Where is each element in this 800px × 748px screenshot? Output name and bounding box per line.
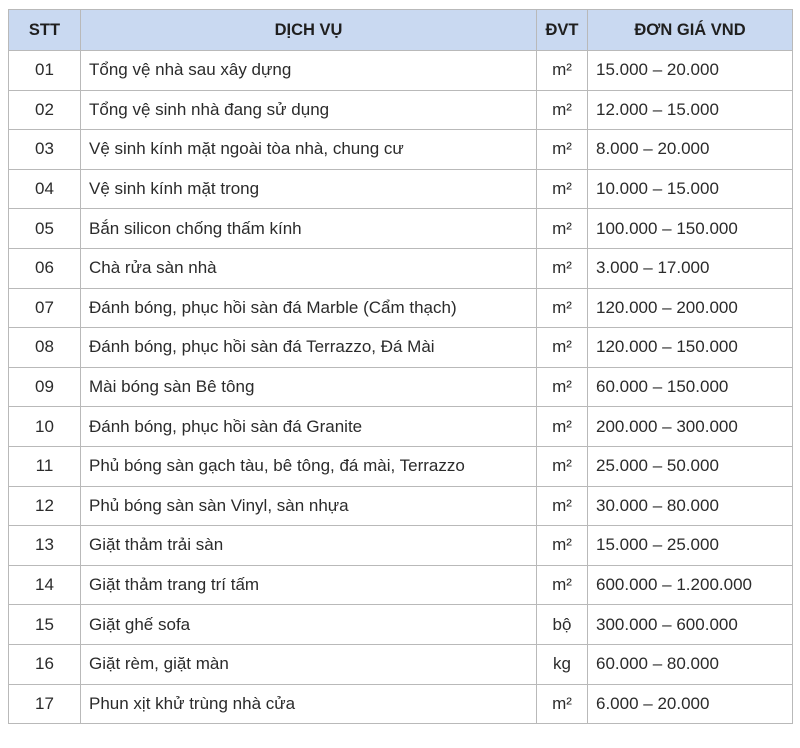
table-row bbox=[9, 90, 793, 130]
cell-stt: 17 bbox=[9, 684, 81, 724]
cell-price: 200.000 – 300.000 bbox=[588, 407, 793, 447]
header-price: ĐƠN GIÁ VND bbox=[588, 10, 793, 51]
table-row bbox=[9, 526, 793, 566]
cell-unit: m² bbox=[537, 486, 588, 526]
table-row bbox=[9, 328, 793, 368]
cell-price: 25.000 – 50.000 bbox=[588, 446, 793, 486]
cell-service: Tổng vệ nhà sau xây dựng bbox=[81, 51, 537, 91]
cell-stt: 10 bbox=[9, 407, 81, 447]
cell-price: 100.000 – 150.000 bbox=[588, 209, 793, 249]
table-header bbox=[9, 10, 793, 51]
cell-unit: m² bbox=[537, 169, 588, 209]
cell-price: 6.000 – 20.000 bbox=[588, 684, 793, 724]
cell-service: Phủ bóng sàn gạch tàu, bê tông, đá mài, Terrazzo bbox=[81, 446, 537, 486]
cell-stt: 15 bbox=[9, 605, 81, 645]
cell-price: 12.000 – 15.000 bbox=[588, 90, 793, 130]
header-unit: ĐVT bbox=[537, 10, 588, 51]
cell-stt: 05 bbox=[9, 209, 81, 249]
cell-price: 15.000 – 20.000 bbox=[588, 51, 793, 91]
cell-unit: m² bbox=[537, 51, 588, 91]
table-row bbox=[9, 169, 793, 209]
cell-stt: 11 bbox=[9, 446, 81, 486]
cell-stt: 04 bbox=[9, 169, 81, 209]
cell-service: Đánh bóng, phục hồi sàn đá Terrazzo, Đá Mài bbox=[81, 328, 537, 368]
cell-price: 120.000 – 150.000 bbox=[588, 328, 793, 368]
cell-stt: 07 bbox=[9, 288, 81, 328]
cell-service: Phủ bóng sàn sàn Vinyl, sàn nhựa bbox=[81, 486, 537, 526]
table-row bbox=[9, 288, 793, 328]
cell-unit: m² bbox=[537, 209, 588, 249]
header-row bbox=[9, 10, 793, 51]
cell-service: Mài bóng sàn Bê tông bbox=[81, 367, 537, 407]
table-row bbox=[9, 486, 793, 526]
cell-service: Vệ sinh kính mặt ngoài tòa nhà, chung cư bbox=[81, 130, 537, 170]
cell-service: Vệ sinh kính mặt trong bbox=[81, 169, 537, 209]
price-table bbox=[8, 9, 793, 724]
cell-service: Đánh bóng, phục hồi sàn đá Marble (Cẩm thạch) bbox=[81, 288, 537, 328]
cell-price: 3.000 – 17.000 bbox=[588, 248, 793, 288]
table-row bbox=[9, 51, 793, 91]
cell-service: Chà rửa sàn nhà bbox=[81, 248, 537, 288]
table-row bbox=[9, 605, 793, 645]
cell-service: Đánh bóng, phục hồi sàn đá Granite bbox=[81, 407, 537, 447]
cell-price: 60.000 – 80.000 bbox=[588, 644, 793, 684]
table-row bbox=[9, 446, 793, 486]
cell-price: 30.000 – 80.000 bbox=[588, 486, 793, 526]
table-row bbox=[9, 684, 793, 724]
cell-price: 300.000 – 600.000 bbox=[588, 605, 793, 645]
cell-stt: 01 bbox=[9, 51, 81, 91]
cell-unit: m² bbox=[537, 407, 588, 447]
cell-unit: m² bbox=[537, 446, 588, 486]
price-table-container bbox=[8, 9, 792, 724]
cell-unit: bộ bbox=[537, 605, 588, 645]
cell-service: Giặt thảm trải sàn bbox=[81, 526, 537, 566]
cell-stt: 14 bbox=[9, 565, 81, 605]
cell-unit: m² bbox=[537, 90, 588, 130]
cell-unit: m² bbox=[537, 526, 588, 566]
cell-service: Giặt thảm trang trí tấm bbox=[81, 565, 537, 605]
cell-unit: m² bbox=[537, 684, 588, 724]
cell-stt: 12 bbox=[9, 486, 81, 526]
cell-service: Phun xịt khử trùng nhà cửa bbox=[81, 684, 537, 724]
table-row bbox=[9, 130, 793, 170]
table-row bbox=[9, 644, 793, 684]
cell-stt: 08 bbox=[9, 328, 81, 368]
cell-price: 15.000 – 25.000 bbox=[588, 526, 793, 566]
table-row bbox=[9, 367, 793, 407]
cell-service: Giặt rèm, giặt màn bbox=[81, 644, 537, 684]
table-row bbox=[9, 407, 793, 447]
table-row bbox=[9, 565, 793, 605]
table-row bbox=[9, 248, 793, 288]
cell-stt: 02 bbox=[9, 90, 81, 130]
cell-stt: 09 bbox=[9, 367, 81, 407]
cell-price: 60.000 – 150.000 bbox=[588, 367, 793, 407]
cell-unit: kg bbox=[537, 644, 588, 684]
cell-stt: 03 bbox=[9, 130, 81, 170]
table-body bbox=[9, 51, 793, 724]
cell-service: Bắn silicon chống thấm kính bbox=[81, 209, 537, 249]
table-row bbox=[9, 209, 793, 249]
cell-unit: m² bbox=[537, 328, 588, 368]
cell-price: 120.000 – 200.000 bbox=[588, 288, 793, 328]
cell-unit: m² bbox=[537, 288, 588, 328]
cell-stt: 13 bbox=[9, 526, 81, 566]
cell-unit: m² bbox=[537, 565, 588, 605]
cell-service: Tổng vệ sinh nhà đang sử dụng bbox=[81, 90, 537, 130]
cell-price: 10.000 – 15.000 bbox=[588, 169, 793, 209]
cell-unit: m² bbox=[537, 248, 588, 288]
cell-stt: 16 bbox=[9, 644, 81, 684]
cell-stt: 06 bbox=[9, 248, 81, 288]
header-service: DỊCH VỤ bbox=[81, 10, 537, 51]
cell-price: 8.000 – 20.000 bbox=[588, 130, 793, 170]
cell-unit: m² bbox=[537, 130, 588, 170]
cell-price: 600.000 – 1.200.000 bbox=[588, 565, 793, 605]
header-stt: STT bbox=[9, 10, 81, 51]
cell-unit: m² bbox=[537, 367, 588, 407]
cell-service: Giặt ghế sofa bbox=[81, 605, 537, 645]
